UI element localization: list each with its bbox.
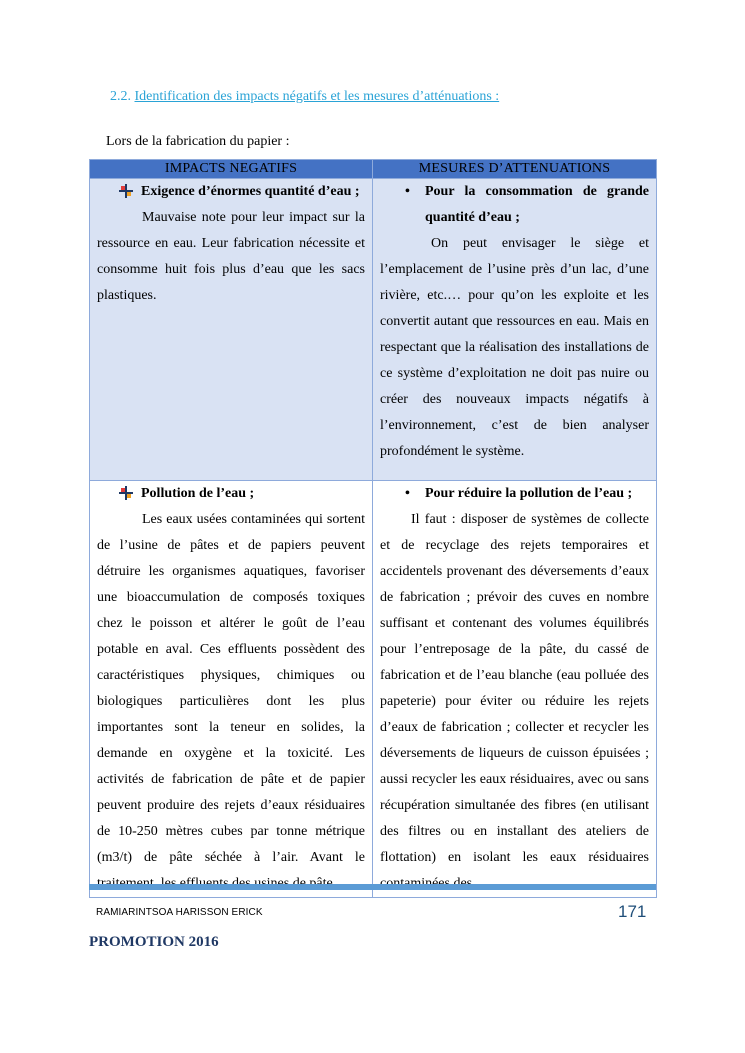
bullet-arrow-icon: [119, 486, 133, 500]
impact-body: Les eaux usées contaminées qui sortent de l’usine de pâtes et de papiers peuvent détruire les organismes aquatiques, favoriser une bioaccumulation de composés toxiques chez le poisson et altérer le goût de l’eau potable en aval. Ces effluents possèdent des caractéristiques physiques, chimiques ou biologiques particulières dont les plus importantes sont la teneur en solides, la demande en oxygène et la toxicité. Les activités de fabrication de pâte et de papier peuvent produire des rejets d’eaux résiduaires de 10-250 mètres cubes par tonne métrique (m3/t) de pâte séchée à l’air. Avant le: [97, 512, 365, 865]
impact-cell: [90, 179, 373, 481]
table-row: [90, 179, 657, 481]
impact-body: Mauvaise note pour leur impact sur la ressource en eau. Leur fabrication nécessite et consomme huit fois plus d’eau que les sacs plastiques.: [97, 210, 365, 303]
table-row: [90, 481, 657, 898]
intro-text: Lors de la fabrication du papier :: [106, 134, 290, 149]
bullet-dot-icon: •: [405, 184, 410, 199]
bullet-dot-icon: •: [405, 486, 410, 501]
impact-heading: Exigence d’énormes quantité d’eau ;: [97, 179, 365, 205]
section-number: 2.2.: [110, 89, 131, 104]
measure-body: Il faut : disposer de systèmes de collecte et de recyclage des rejets temporaires et accidentels provenant des déversements d’eaux de fabrication ; prévoir des cuves en nombre suffisant et contenant des volumes équilibrés pour l’entreposage de la pâte, du cassé de fabrication et de l’eau blanche (eau polluée des papeterie) pour éviter ou réduire les rejets d’eaux de fabrication ; collecter et recycler les déversements de liqueurs de cuisson épuisées ; aussi recycler les eaux résiduaires, avec ou sans récupération simultanée des fibres (en utilisant des filtres ou en installant des ateliers de flottation) en isolant les eaux résiduaires: [380, 512, 649, 865]
header-impacts: IMPACTS NEGATIFS: [90, 160, 373, 179]
measure-heading: • Pour la consommation de grande quantité d’eau ;: [380, 179, 649, 231]
measure-heading: • Pour réduire la pollution de l’eau ;: [380, 481, 649, 507]
impact-heading: Pollution de l’eau ;: [97, 481, 365, 507]
impacts-table: [89, 159, 657, 898]
footer-author: RAMIARINTSOA HARISSON ERICK: [96, 907, 263, 918]
section-title: Identification des impacts négatifs et les mesures d’atténuations :: [134, 89, 500, 104]
footer-rule: [89, 884, 656, 890]
footer-promotion: PROMOTION 2016: [89, 934, 219, 950]
section-heading: [110, 89, 499, 105]
header-measures: MESURES D’ATTENUATIONS: [373, 160, 657, 179]
measure-body: On peut envisager le siège et l’emplacement de l’usine près d’un lac, d’une rivière, etc.… pour qu’on les exploite et les convertit autant que ressources en eau. Mais en respectant que la réalisation des installations de ce système d’exploitation ne doit pas nuire ou créer des nouveaux impacts négatifs à l’environnement, c’est de bien analyser profondément le système.: [380, 236, 649, 459]
measure-cell: [373, 481, 657, 898]
bullet-arrow-icon: [119, 184, 133, 198]
impact-cell: [90, 481, 373, 898]
measure-cell: [373, 179, 657, 481]
page-number: 171: [618, 902, 647, 921]
